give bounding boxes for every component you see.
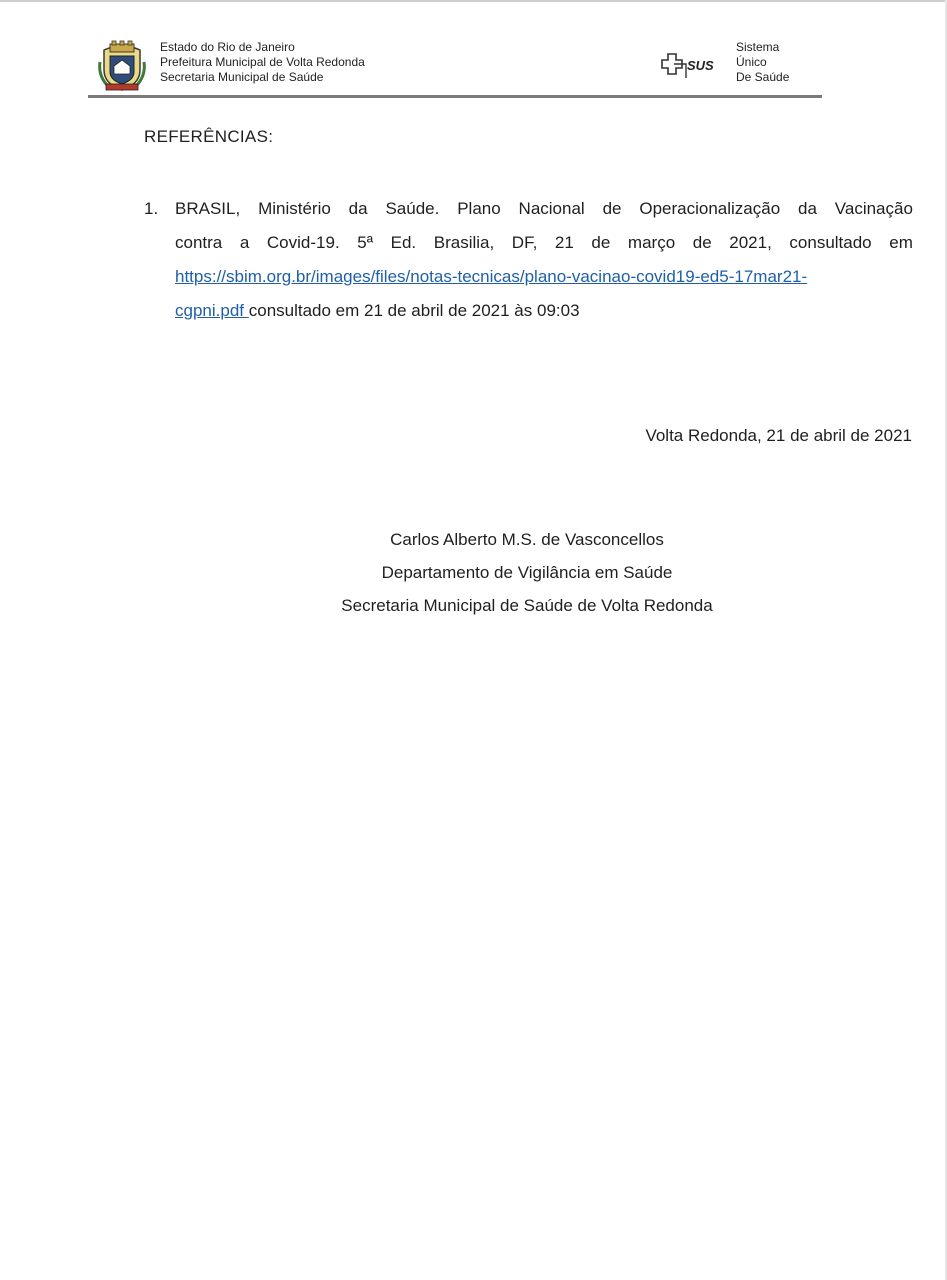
- reference-word: Nacional: [518, 199, 585, 218]
- health-secretariat-name: Secretaria Municipal de Saúde: [160, 70, 324, 84]
- reference-word: consultado: [789, 233, 872, 252]
- reference-word: da: [348, 199, 368, 218]
- signer-department: Departamento de Vigilância em Saúde: [381, 563, 673, 582]
- reference-word: 2021,: [729, 233, 772, 252]
- letterhead-institution: [160, 40, 365, 85]
- reference-word: BRASIL,: [175, 199, 241, 218]
- city-hall-name: Prefeitura Municipal de Volta Redonda: [160, 55, 365, 69]
- reference-number: 1.: [144, 199, 159, 218]
- references-heading: REFERÊNCIAS:: [144, 127, 274, 146]
- reference-word: de: [591, 233, 611, 252]
- reference-text: [175, 192, 913, 328]
- reference-line-3: [175, 260, 913, 294]
- sus-line-1: Sistema: [736, 40, 780, 54]
- reference-word: Brasilia,: [433, 233, 495, 252]
- reference-word: da: [798, 199, 817, 218]
- reference-word: Plano: [457, 199, 501, 218]
- reference-word: a: [239, 233, 250, 252]
- sus-logo-icon: [654, 50, 726, 82]
- state-name: Estado do Rio de Janeiro: [160, 40, 295, 54]
- reference-access-date: consultado em 21 de abril de 2021 às 09:03: [248, 301, 580, 320]
- sus-line-3: De Saúde: [736, 70, 790, 84]
- signature-block: [227, 523, 827, 622]
- letterhead-divider: [88, 95, 822, 98]
- reference-word: Ministério: [258, 199, 331, 218]
- reference-word: Operacionalização: [639, 199, 781, 218]
- reference-word: março: [627, 233, 676, 252]
- signer-secretariat: Secretaria Municipal de Saúde de Volta Redonda: [341, 596, 713, 615]
- reference-link-continued[interactable]: cgpni.pdf: [175, 301, 249, 320]
- sus-logo-text: SUS: [687, 58, 714, 73]
- reference-link[interactable]: https://sbim.org.br/images/files/notas-tecnicas/plano-vacinao-covid19-ed5-17mar21-: [175, 267, 808, 286]
- reference-line-2: [175, 226, 913, 260]
- page-top-border: [0, 0, 947, 2]
- letterhead-sus: [736, 40, 789, 85]
- reference-word: em: [889, 233, 913, 252]
- reference-word: de: [692, 233, 712, 252]
- reference-word: Ed.: [390, 233, 417, 252]
- sus-line-2: Único: [736, 55, 767, 69]
- municipal-crest-icon: [98, 40, 146, 92]
- reference-line-1: [175, 192, 913, 226]
- reference-line-4: [175, 294, 913, 328]
- reference-word: Saúde.: [385, 199, 440, 218]
- letterhead: [88, 36, 822, 98]
- reference-word: Vacinação: [834, 199, 913, 218]
- reference-word: DF,: [511, 233, 538, 252]
- place-and-date: Volta Redonda, 21 de abril de 2021: [645, 426, 912, 445]
- reference-word: 5ª: [357, 233, 374, 252]
- signer-name: Carlos Alberto M.S. de Vasconcellos: [390, 530, 664, 549]
- reference-word: de: [602, 199, 622, 218]
- reference-word: contra: [175, 233, 223, 252]
- reference-word: 21: [554, 233, 574, 252]
- reference-word: Covid-19.: [266, 233, 340, 252]
